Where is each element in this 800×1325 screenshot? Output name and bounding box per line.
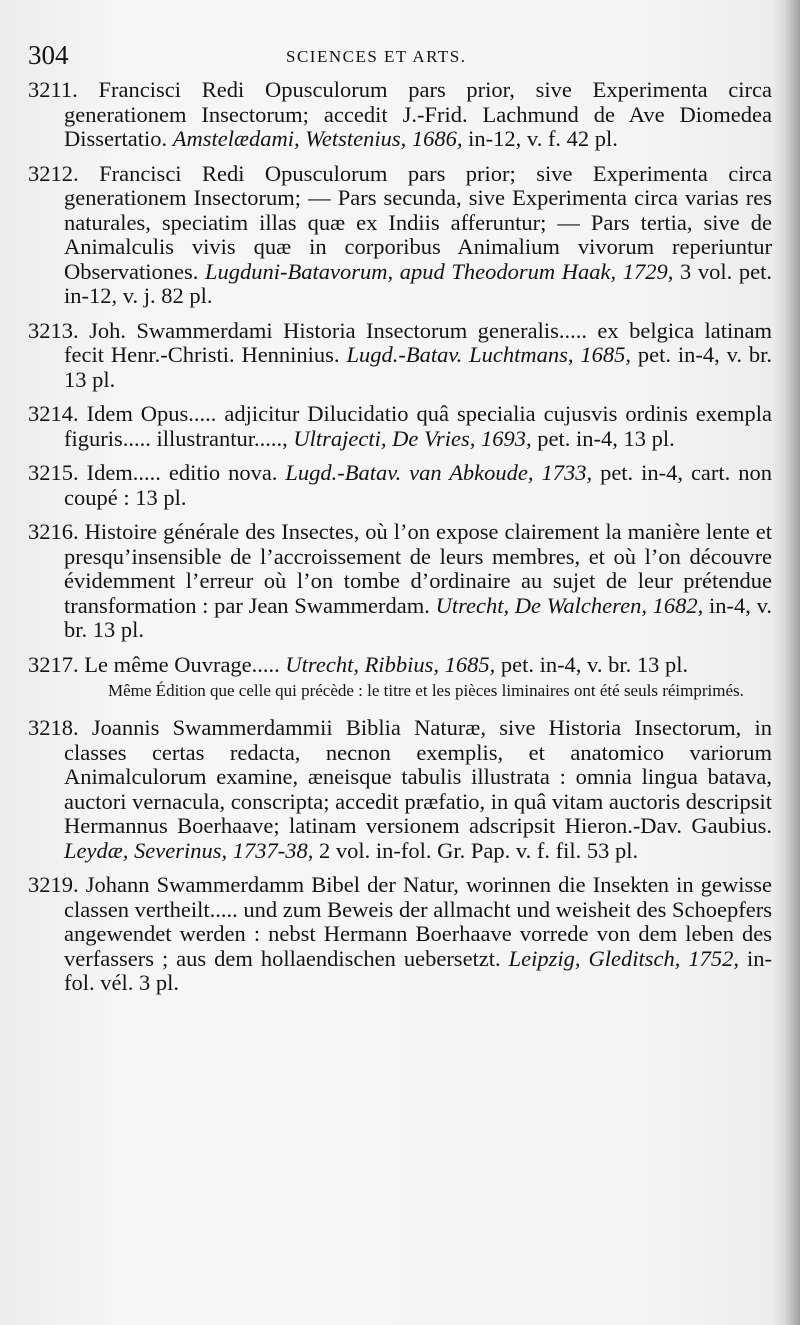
- entry-title: Le même Ouvrage.....: [84, 651, 280, 677]
- entry-number: 3215.: [28, 460, 79, 485]
- entry-imprint: Utrecht, Ribbius, 1685,: [285, 651, 496, 677]
- entry-imprint: Utrecht, De Walcheren, 1682,: [435, 592, 704, 618]
- page-content: [28, 38, 772, 1006]
- entry-details: in-4, v. br. 13 pl.: [64, 592, 772, 642]
- entry-details: 2 vol. in-fol. Gr. Pap. v. f. fil. 53 pl.: [318, 837, 639, 863]
- catalog-entry-3217: [28, 653, 772, 678]
- entry-number: 3213.: [28, 317, 79, 343]
- catalog-entry-3212: [28, 162, 772, 309]
- entry-title: Francisci Redi Opusculorum pars prior; sive Experimenta circa generationem Insectorum; — Pars secunda, sive Experimenta circa varias res naturales, speciatim illas quæ ex Indiis afferuntur; — Pars tertia, sive de Animalculis vivis quæ in corporibus Animalium vivorum reperiuntur Observationes.: [64, 160, 773, 284]
- entry-details: pet. in-4, 13 pl.: [537, 425, 675, 451]
- entry-title: Idem Opus..... adjicitur Dilucidatio quâ specialia cujusvis ordinis exempla figuris..... illustrantur.....,: [64, 401, 773, 451]
- catalog-entry-3213: [28, 319, 772, 393]
- entry-number: 3219.: [28, 872, 79, 897]
- entry-title: Joh. Swammerdami Historia Insectorum generalis..... ex belgica latinam fecit Henr.-Christi. Henninius.: [64, 317, 772, 367]
- entry-imprint: Leydæ, Severinus, 1737-38,: [64, 837, 314, 863]
- entry-number: 3211.: [28, 77, 78, 102]
- page-number: 304: [28, 40, 69, 70]
- catalog-entry-3215: [28, 461, 772, 510]
- entry-number: 3216.: [28, 519, 79, 544]
- entry-number: 3214.: [28, 401, 79, 426]
- entry-note: Même Édition que celle qui précède : le titre et les pièces liminaires ont été seuls réimprimés.: [108, 681, 744, 700]
- page-header: [28, 38, 772, 78]
- entry-number: 3218.: [28, 715, 79, 740]
- entry-title: Histoire générale des Insectes, où l’on expose clairement la manière lente et presqu’insensible de l’accroissement de leurs membres, et où l’on découvre évidemment l’erreur où l’on tombe d’ordinaire au sujet de leur prétendue transformation : par Jean Swammerdam.: [64, 519, 772, 618]
- entry-imprint: Ultrajecti, De Vries, 1693,: [293, 425, 532, 451]
- page-gutter-shadow: [772, 0, 800, 1325]
- catalog-entry-3214: [28, 402, 772, 451]
- entry-number: 3212.: [28, 160, 79, 186]
- entry-imprint: Amstelædami, Wetstenius, 1686,: [172, 126, 463, 151]
- entry-imprint: Lugd.-Batav. van Abkoude, 1733,: [285, 460, 593, 485]
- entry-title: Idem..... editio nova.: [86, 460, 278, 485]
- entry-details: in-fol. vél. 3 pl.: [64, 945, 773, 995]
- entry-details: pet. in-4, v. br. 13 pl.: [500, 651, 689, 677]
- entry-details: pet. in-4, cart. non coupé : 13 pl.: [64, 460, 772, 510]
- entry-details: 3 vol. pet. in-12, v. j. 82 pl.: [64, 258, 773, 308]
- entry-imprint: Lugduni-Batavorum, apud Theodorum Haak, 1729,: [204, 258, 674, 284]
- entry-title: Francisci Redi Opusculorum pars prior, sive Experimenta circa generationem Insectorum; accedit J.-Frid. Lachmund de Ave Diomedea Dissertatio.: [64, 77, 773, 151]
- entry-title: Johann Swammerdamm Bibel der Natur, worinnen die Insekten in gewisse classen vertheilt..... und zum Beweis der allmacht und weisheit des Schoepfers angewendet werden : nebst Hermann Boerhaave vorrede von dem leben des verfassers ; aus dem hollaendischen uebersetzt.: [64, 872, 773, 971]
- entry-number: 3217.: [28, 651, 79, 677]
- catalog-entry-3211: [28, 78, 772, 152]
- catalog-entry-3218: [28, 716, 772, 863]
- entry-imprint: Lugd.-Batav. Luchtmans, 1685,: [346, 342, 631, 367]
- entry-details: pet. in-4, v. br. 13 pl.: [64, 342, 773, 392]
- entry-details: in-12, v. f. 42 pl.: [468, 126, 618, 151]
- running-title: SCIENCES ET ARTS.: [286, 47, 467, 66]
- entry-title: Joannis Swammerdammii Biblia Naturæ, sive Historia Insectorum, in classes certas redacta, necnon exemplis, et anatomico variorum Animalculorum examine, æneisque tabulis illustrata : omnia lingua batava, auctori vernacula, conscripta; accedit præfatio, in quâ vitam auctoris descripsit Hermannus Boerhaave; latinam versionem adscripsit Hieron.-Dav. Gaubius.: [64, 715, 773, 838]
- catalog-entry-3219: [28, 873, 772, 996]
- entry-imprint: Leipzig, Gleditsch, 1752,: [508, 945, 740, 971]
- catalog-entry-3216: [28, 520, 772, 643]
